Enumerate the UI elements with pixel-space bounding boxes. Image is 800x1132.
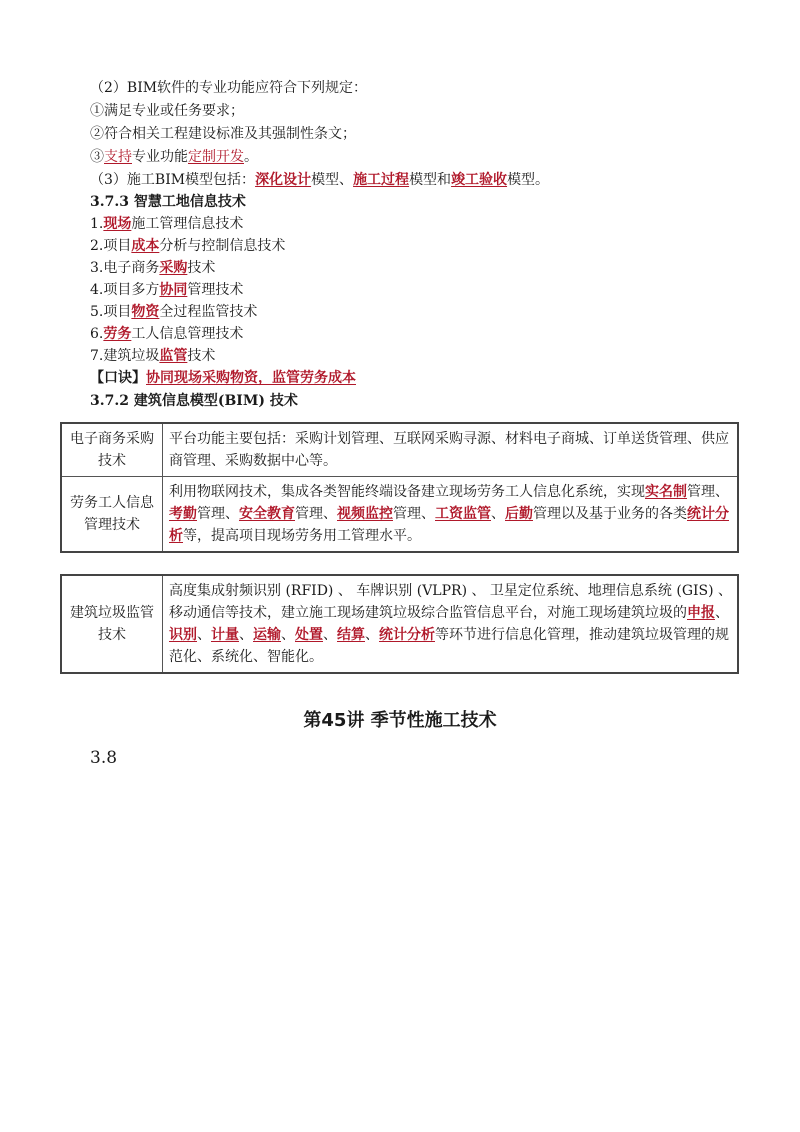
highlight-term: 结算 xyxy=(337,627,365,643)
text: （3）施工BIM模型包括： xyxy=(90,172,256,188)
text: 、 xyxy=(365,627,379,643)
bim-model-types xyxy=(90,170,549,190)
highlight-term: 采购 xyxy=(159,260,188,276)
highlight-term: 协同 xyxy=(159,282,188,298)
text: 、 xyxy=(491,506,505,522)
text: 、 xyxy=(197,627,211,643)
row-content: 平台功能主要包括：采购计划管理、互联网采购寻源、材料电子商城、订单送货管理、供应商管理、采购数据中心等。 xyxy=(163,423,739,477)
text: 、 xyxy=(323,627,337,643)
highlight-term: 施工过程 xyxy=(353,172,410,188)
highlight-term: 统计分析 xyxy=(169,506,729,544)
highlight-term: 处置 xyxy=(295,627,323,643)
text: 模型。 xyxy=(507,172,550,188)
text: 管理、 xyxy=(197,506,239,522)
text: 利用物联网技术，集成各类智能终端设备建立现场劳务工人信息化系统，实现 xyxy=(169,484,645,500)
tech-table-1 xyxy=(60,422,739,553)
text: 7.建筑垃圾 xyxy=(90,348,160,364)
smart-site-item xyxy=(90,280,243,300)
highlight-term: 识别 xyxy=(169,627,197,643)
highlight-term: 支持 xyxy=(104,149,132,165)
highlight-term: 深化设计 xyxy=(255,172,312,188)
text: 管理、 xyxy=(687,484,729,500)
text: 等，提高项目现场劳务用工管理水平。 xyxy=(183,528,421,544)
highlight-term: 安全教育 xyxy=(239,506,295,522)
text: 、 xyxy=(281,627,295,643)
text: 全过程监管技术 xyxy=(159,304,258,320)
text: 模型、 xyxy=(311,172,354,188)
bim-rule-1: ①满足专业或任务要求； xyxy=(90,103,244,119)
smart-site-item xyxy=(90,324,243,344)
highlight-term: 成本 xyxy=(131,238,160,254)
highlight-term: 工资监管 xyxy=(435,506,491,522)
highlight-term: 定制开发 xyxy=(188,149,244,165)
text: 专业功能 xyxy=(132,149,188,165)
text: 工人信息管理技术 xyxy=(131,326,244,342)
mnemonic-text: 协同现场采购物资，监管劳务成本 xyxy=(146,370,356,386)
table-row xyxy=(61,575,738,673)
text: 1. xyxy=(90,216,104,232)
highlight-term: 视频监控 xyxy=(337,506,393,522)
highlight-term: 物资 xyxy=(131,304,160,320)
section-number: 3.8 xyxy=(90,748,118,768)
highlight-term: 计量 xyxy=(211,627,239,643)
table-row xyxy=(61,423,738,477)
bim-rule-intro: （2）BIM软件的专业功能应符合下列规定： xyxy=(90,80,368,96)
highlight-term: 统计分析 xyxy=(379,627,435,643)
highlight-term: 申报 xyxy=(687,605,715,621)
row-content xyxy=(163,477,739,553)
row-label: 建筑垃圾监管技术 xyxy=(61,575,163,673)
highlight-term: 实名制 xyxy=(645,484,687,500)
bim-rule-3 xyxy=(90,147,258,167)
row-label: 劳务工人信息管理技术 xyxy=(61,477,163,553)
text: 3.电子商务 xyxy=(90,260,160,276)
highlight-term: 运输 xyxy=(253,627,281,643)
row-content xyxy=(163,575,739,673)
text: 高度集成射频识别 (RFID) 、 车牌识别 (VLPR) 、 卫星定位系统、地理信息系统 (GIS) 、 移动通信等技术，建立施工现场建筑垃圾综合监管信息平台，对施工现场建筑垃圾的 xyxy=(169,583,733,621)
smart-site-item xyxy=(90,236,285,256)
text: 等环节进行信息化管理，推动建筑垃圾管理的规范化、系统化、智能化。 xyxy=(169,627,729,665)
mnemonic-label: 【口诀】 xyxy=(90,370,146,386)
text: 4.项目多方 xyxy=(90,282,160,298)
text: 施工管理信息技术 xyxy=(131,216,244,232)
row-label: 电子商务采购技术 xyxy=(61,423,163,477)
text: 技术 xyxy=(187,260,216,276)
bim-tech-heading: 3.7.2 建筑信息模型(BIM) 技术 xyxy=(90,393,298,409)
mnemonic xyxy=(90,368,356,388)
highlight-term: 竣工验收 xyxy=(451,172,508,188)
text: 2.项目 xyxy=(90,238,132,254)
text: 管理、 xyxy=(393,506,435,522)
text: ③ xyxy=(90,149,104,165)
highlight-term: 劳务 xyxy=(103,326,132,342)
text: 管理以及基于业务的各类 xyxy=(533,506,687,522)
text: 管理、 xyxy=(295,506,337,522)
text: 模型和 xyxy=(409,172,452,188)
smart-site-item xyxy=(90,258,215,278)
text: 5.项目 xyxy=(90,304,132,320)
highlight-term: 后勤 xyxy=(505,506,533,522)
smart-site-item xyxy=(90,302,257,322)
smart-site-item xyxy=(90,214,243,234)
text: 6. xyxy=(90,326,104,342)
lecture-title: 第45讲 季节性施工技术 xyxy=(303,710,497,731)
table-row xyxy=(61,477,738,553)
smart-site-item xyxy=(90,346,215,366)
smart-site-heading: 3.7.3 智慧工地信息技术 xyxy=(90,194,246,210)
text: 、 xyxy=(239,627,253,643)
text: 。 xyxy=(244,149,258,165)
bim-rule-2: ②符合相关工程建设标准及其强制性条文； xyxy=(90,126,356,142)
highlight-term: 考勤 xyxy=(169,506,197,522)
text: 技术 xyxy=(187,348,216,364)
text: 、 xyxy=(715,605,729,621)
text: 分析与控制信息技术 xyxy=(159,238,286,254)
highlight-term: 现场 xyxy=(103,216,132,232)
highlight-term: 监管 xyxy=(159,348,188,364)
tech-table-2 xyxy=(60,574,739,674)
text: 管理技术 xyxy=(187,282,244,298)
